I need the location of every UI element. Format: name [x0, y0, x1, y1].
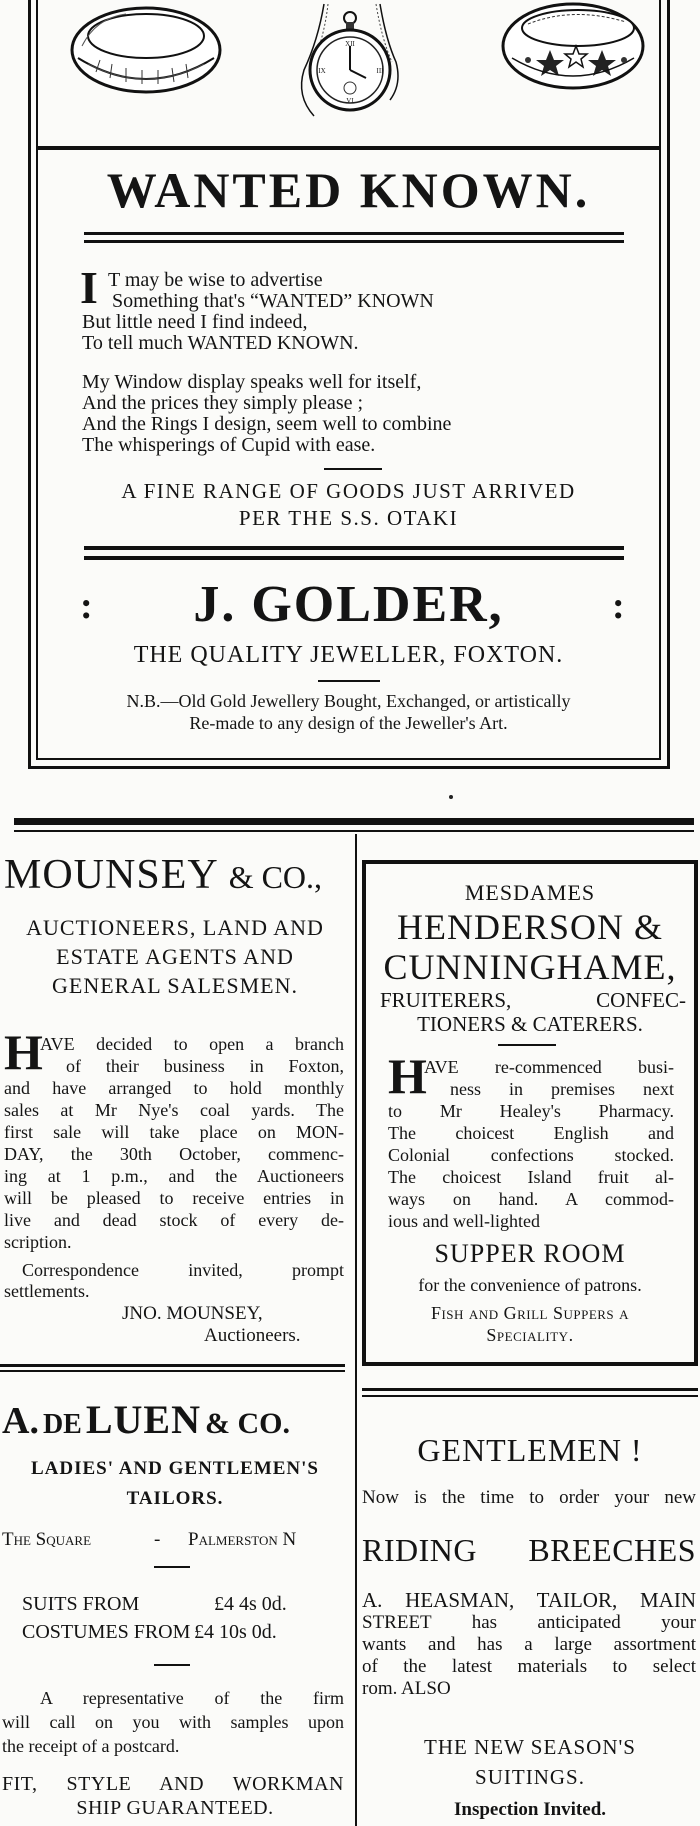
riding-breeches-heading: RIDING BREECHES [362, 1532, 696, 1568]
name-double-rule-a [84, 546, 624, 550]
otaki-line: PER THE S.S. OTAKI [238, 506, 459, 530]
poem-line: T may be wise to advertise [108, 269, 323, 291]
colon-left: : [80, 585, 93, 627]
deluen-name-a: A. [2, 1400, 39, 1442]
henderson-body-line: AVE re-commenced busi- [424, 1057, 674, 1077]
mesdames-label: MESDAMES [464, 880, 596, 905]
inspection-invited: Inspection Invited. [453, 1799, 607, 1820]
mounsey-body-line: AVE decided to open a branch [40, 1034, 344, 1054]
supper-room-heading: SUPPER ROOM [434, 1239, 626, 1268]
nb-note-line: Re-made to any design of the Jeweller's Art. [189, 713, 508, 733]
name-double-rule-b [84, 556, 624, 560]
henderson-body-line: The choicest Island fruit al- [388, 1167, 674, 1187]
mounsey-body-line: DAY, the 30th October, commenc- [4, 1144, 344, 1164]
mounsey-body-line: of their business in Foxton, [66, 1056, 344, 1076]
heasman-body-line: STREET has anticipated your [362, 1612, 696, 1633]
mounsey-body-line: ing at 1 p.m., and the Auctioneers [4, 1166, 344, 1186]
mounsey-name-text: MOUNSEY [4, 852, 219, 898]
mounsey-signature-title: Auctioneers. [204, 1325, 301, 1346]
mounsey-body-line: and have arranged to hold monthly [4, 1078, 344, 1098]
mounsey-body-line: first sale will take place on MON- [4, 1122, 344, 1142]
deluen-rule-a [154, 1566, 190, 1568]
deluen-address-left: The Square [2, 1529, 92, 1550]
deluen-name-co: & CO. [205, 1407, 290, 1440]
golder-name: J. GOLDER, [193, 576, 504, 633]
pocket-watch-illustration [284, 0, 414, 128]
colon-right: : [612, 585, 625, 627]
mounsey-body-line: sales at Mr Nye's coal yards. The [4, 1100, 344, 1120]
golder-border-left-outer [28, 0, 31, 768]
poem-line: But little need I find indeed, [82, 311, 308, 333]
henderson-box-top [362, 860, 698, 864]
poem-line: The whisperings of Cupid with ease. [82, 434, 376, 456]
henderson-body-line: ways on hand. A commod- [388, 1189, 674, 1209]
svg-text:XII: XII [345, 40, 355, 48]
golder-border-left-inner [36, 0, 38, 760]
golder-border-right-inner [659, 0, 661, 760]
mounsey-drop-cap: H [4, 1024, 43, 1080]
golder-border-bottom-inner [36, 758, 661, 760]
golder-top-rule [36, 146, 661, 150]
henderson-name: HENDERSON & [396, 907, 663, 947]
mounsey-subtitle-line: ESTATE AGENTS AND [56, 944, 294, 969]
poem-line: Something that's “WANTED” KNOWN [112, 290, 434, 312]
print-speck [449, 795, 453, 799]
henderson-box-bottom [362, 1362, 698, 1366]
mounsey-body-line: scription. [4, 1232, 72, 1252]
henderson-trade-line: TIONERS & CATERERS. [417, 1012, 643, 1036]
tagline-short-rule [318, 680, 380, 682]
right-divider-b [362, 1395, 698, 1397]
mounsey-body-line: will be pleased to receive entries in [4, 1188, 344, 1208]
deluen-name-de: DE [42, 1409, 82, 1440]
cunninghame-name: CUNNINGHAME, [383, 947, 677, 987]
henderson-body-line: Colonial confections stocked. [388, 1145, 674, 1165]
mounsey-subtitle-line: GENERAL SALESMEN. [52, 973, 298, 998]
deluen-name [2, 1394, 290, 1455]
deluen-name-luen: LUEN [85, 1397, 201, 1442]
deluen-address-right: Palmerston N [188, 1529, 297, 1550]
henderson-body-line: ious and well-lighted [388, 1211, 540, 1231]
heasman-body-line: A. HEASMAN, TAILOR, MAIN [362, 1588, 696, 1612]
now-is-the-time-line: Now is the time to order your new [362, 1487, 696, 1508]
poem-line: My Window display speaks well for itself, [82, 371, 422, 393]
gem-ring-illustration [498, 0, 648, 96]
deluen-subtitle: LADIES' AND GENTLEMEN'S [30, 1458, 319, 1479]
heasman-body-line: wants and has a large assortment [362, 1634, 696, 1655]
poem-short-rule [324, 468, 382, 470]
gentlemen-heading: GENTLEMEN ! [417, 1432, 643, 1468]
svg-text:IX: IX [318, 67, 326, 75]
mounsey-body-line: live and dead stock of every de- [4, 1210, 344, 1230]
wanted-known-headline: WANTED KNOWN. [106, 162, 591, 218]
mounsey-name [4, 850, 322, 909]
section-divider-thin [14, 830, 694, 832]
heasman-body-line: rom. ALSO [362, 1678, 451, 1699]
henderson-trade-line: FRUITERERS, CONFEC- [380, 988, 686, 1012]
headline-double-rule-a [84, 232, 624, 235]
henderson-body-line: to Mr Healey's Pharmacy. [388, 1101, 674, 1121]
heasman-body-line: of the latest materials to select [362, 1656, 696, 1677]
mounsey-subtitle-line: AUCTIONEERS, LAND AND [26, 915, 324, 940]
new-season-heading: THE NEW SEASON'S [424, 1735, 636, 1759]
golder-border-bottom-outer [28, 766, 670, 769]
costumes-price: £4 10s 0d. [194, 1621, 277, 1643]
left-divider-b [0, 1370, 345, 1372]
mounsey-correspondence: Correspondence invited, prompt [22, 1260, 344, 1280]
quality-jeweller-tagline: THE QUALITY JEWELLER, FOXTON. [133, 642, 564, 668]
deluen-rep-line: will call on you with samples upon [2, 1712, 344, 1732]
section-divider-thick [14, 818, 694, 825]
poem-line: To tell much WANTED KNOWN. [82, 332, 359, 354]
henderson-drop-cap: H [388, 1048, 427, 1104]
deluen-guarantee-line: FIT, STYLE AND WORKMAN [2, 1773, 344, 1795]
suitings-heading: SUITINGS. [475, 1765, 585, 1789]
costumes-label: COSTUMES FROM [22, 1621, 191, 1643]
svg-text:VI: VI [346, 97, 354, 105]
fine-range-line: A FINE RANGE OF GOODS JUST ARRIVED [121, 479, 576, 503]
fish-grill-line: Fish and Grill Suppers a [430, 1303, 630, 1323]
suits-label: SUITS FROM [22, 1593, 140, 1615]
golder-border-right-outer [667, 0, 670, 768]
nb-note-line: N.B.—Old Gold Jewellery Bought, Exchanged, or artistically [126, 691, 571, 711]
henderson-box-right [694, 860, 698, 1366]
svg-text:III: III [376, 67, 384, 75]
deluen-guarantee-line: SHIP GUARANTEED. [76, 1797, 274, 1819]
deluen-tailors: TAILORS. [126, 1488, 224, 1509]
bangle-illustration [66, 2, 226, 102]
poem-line: And the Rings I design, seem well to combine [82, 413, 452, 435]
henderson-body-line: The choicest English and [388, 1123, 674, 1143]
henderson-short-rule [498, 1044, 556, 1046]
right-divider-a [362, 1388, 698, 1391]
henderson-body-line: ness in premises next [450, 1079, 674, 1099]
poem-drop-cap: I [80, 262, 98, 313]
headline-double-rule-b [84, 240, 624, 243]
convenience-line: for the convenience of patrons. [418, 1275, 642, 1295]
poem-line: And the prices they simply please ; [82, 392, 364, 414]
deluen-rep-line: the receipt of a postcard. [2, 1736, 180, 1756]
mounsey-co-text: & CO., [228, 859, 323, 895]
mounsey-settlements: settlements. [4, 1281, 90, 1301]
speciality-line: Speciality. [486, 1325, 574, 1345]
deluen-address-dash: - [154, 1529, 161, 1550]
left-divider-a [0, 1364, 345, 1367]
deluen-rep-line: A representative of the firm [40, 1688, 344, 1708]
mounsey-signature-name: JNO. MOUNSEY, [122, 1303, 263, 1324]
column-divider [355, 834, 357, 1826]
suits-price: £4 4s 0d. [214, 1593, 287, 1615]
deluen-rule-b [154, 1664, 190, 1666]
